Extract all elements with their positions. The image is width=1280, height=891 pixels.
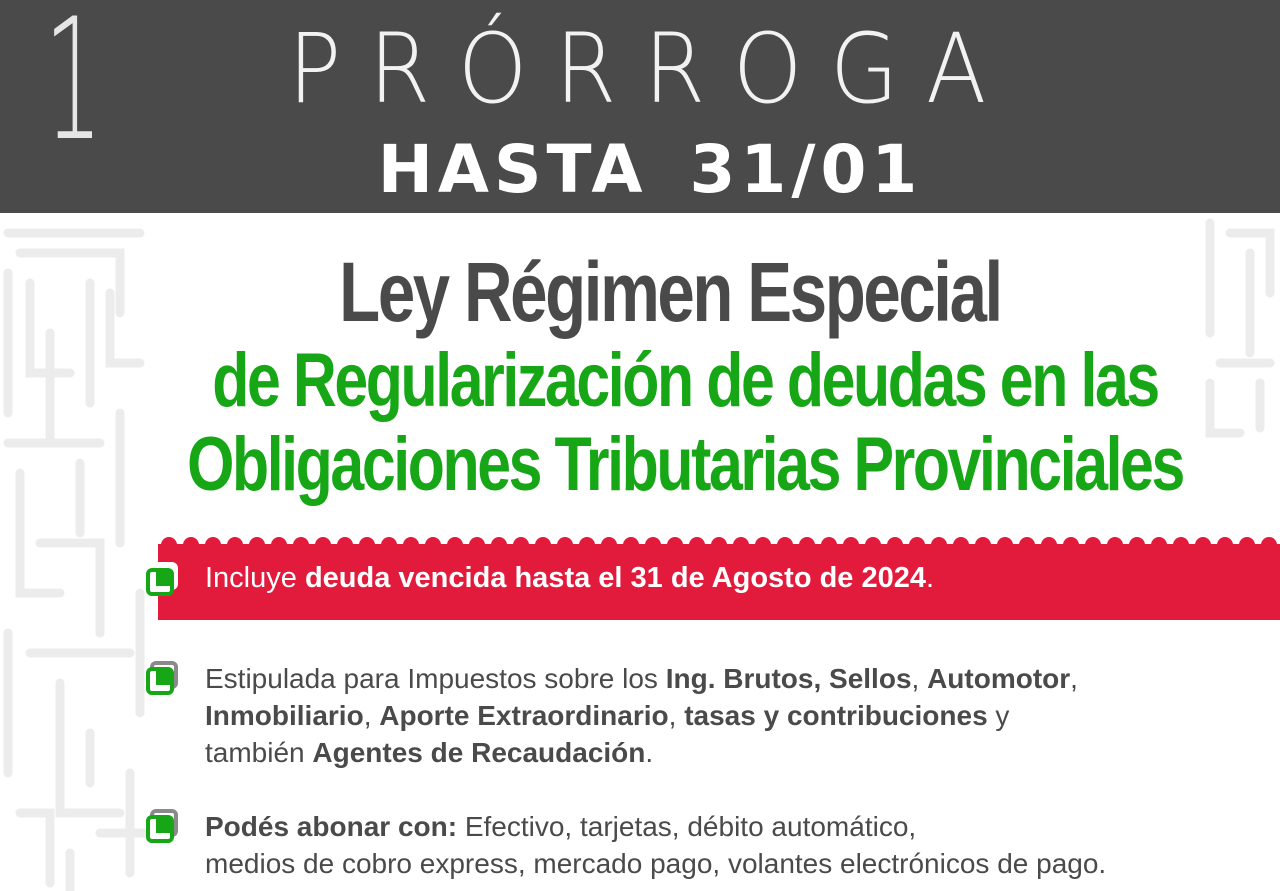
checkbox-icon [146, 809, 182, 845]
title-line-3: Obligaciones Tributarias Provinciales [187, 422, 1183, 507]
title-line-2: de Regularización de deudas en las [212, 338, 1158, 423]
taxes-paragraph: Estipulada para Impuestos sobre los Ing. Brutos, Sellos, Automotor, Inmobiliario, Aporte Extraordinario, tasas y contribuciones y también Agentes de Recaudación. [205, 663, 1078, 768]
headline-date: HASTA 31/01 [377, 131, 923, 208]
header-bar [0, 0, 1280, 213]
banner-text: Incluye deuda vencida hasta el 31 de Agosto de 2024. [205, 562, 935, 594]
title-line-1: Ley Régimen Especial [339, 245, 1001, 339]
checkbox-icon [146, 661, 182, 697]
payment-paragraph: Podés abonar con: Efectivo, tarjetas, débito automático, medios de cobro express, mercado pago, volantes electrónicos de pago. [205, 811, 1107, 879]
headline-word: PRÓRROGA [288, 13, 1015, 125]
slide-number: 1 [44, 0, 103, 178]
checkbox-icon [146, 562, 182, 598]
